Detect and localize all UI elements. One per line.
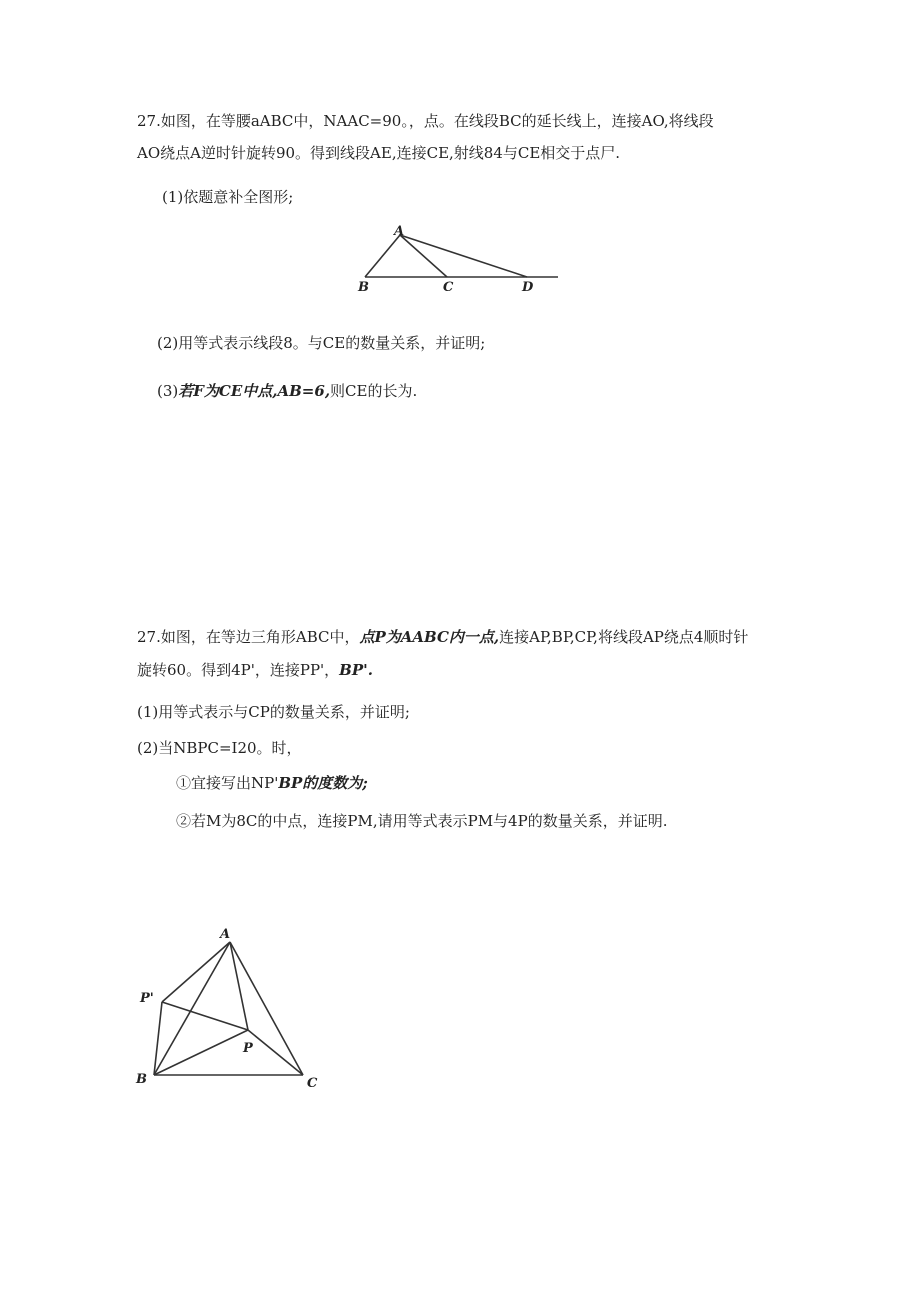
segment-ac	[400, 235, 447, 277]
p2-line1-c: 连接AP,BP,CP,将线段AP绕点4顺时针	[499, 628, 749, 646]
p2-line2-a: 旋转60。得到4P'，连接PP'，	[137, 661, 340, 679]
q3-suffix: 则CE的长为.	[330, 382, 418, 400]
segment-ap	[230, 942, 248, 1030]
segment-ad	[400, 235, 527, 277]
problem2-figure	[130, 920, 330, 1095]
segment-ap-prime	[162, 942, 230, 1002]
problem2-question2: (2)当NBPC=I20。时，	[137, 739, 302, 757]
label-d: D	[522, 280, 534, 295]
problem1-question1: (1)依题意补全图形;	[162, 188, 294, 206]
problem1-question2: (2)用等式表示线段8。与CE的数量关系，并证明;	[157, 334, 486, 352]
problem1-statement-line2: AO绕点A逆时针旋转90。得到线段AE,连接CE,射线84与CE相交于点尸.	[137, 144, 621, 162]
problem1-figure	[350, 222, 565, 297]
q2a-prefix: ①宜接写出NP'	[176, 774, 279, 792]
label-b: B	[358, 280, 369, 295]
problem1-question3	[157, 381, 417, 401]
segment-cp	[248, 1030, 303, 1075]
segment-pp-prime	[162, 1002, 248, 1030]
problem2-question2b: ②若M为8C的中点，连接PM,请用等式表示PM与4P的数量关系，并证明.	[176, 812, 668, 830]
segment-ab	[154, 942, 230, 1075]
segment-bp	[154, 1030, 248, 1075]
q3-prefix: (3)	[157, 382, 179, 400]
p2-line2-b: BP'.	[339, 661, 373, 679]
segment-ac	[230, 942, 303, 1075]
problem2-statement-line1	[137, 627, 748, 647]
q2a-italic: BP的度数为;	[278, 774, 368, 792]
label-b: B	[136, 1072, 147, 1087]
label-a: A	[394, 224, 405, 239]
label-a: A	[220, 927, 231, 942]
label-p-prime: P'	[140, 991, 154, 1006]
problem2-question2a	[176, 773, 368, 793]
label-c: C	[443, 280, 454, 295]
label-p: P	[243, 1041, 253, 1056]
label-c: C	[307, 1076, 318, 1091]
segment-ab	[365, 235, 400, 277]
p2-line1-a: 27.如图，在等边三角形ABC中，	[137, 628, 360, 646]
problem2-question1: (1)用等式表示与CP的数量关系，并证明;	[137, 703, 410, 721]
p2-line1-b: 点P为AABC内一点,	[359, 628, 500, 646]
problem1-statement-line1: 27.如图，在等腰aABC中，NAAC=90。，点。在线段BC的延长线上，连接AO,将线段	[137, 112, 714, 130]
problem2-statement-line2	[137, 660, 373, 680]
q3-italic: 若F为CE中点,AB=6,	[178, 382, 331, 400]
